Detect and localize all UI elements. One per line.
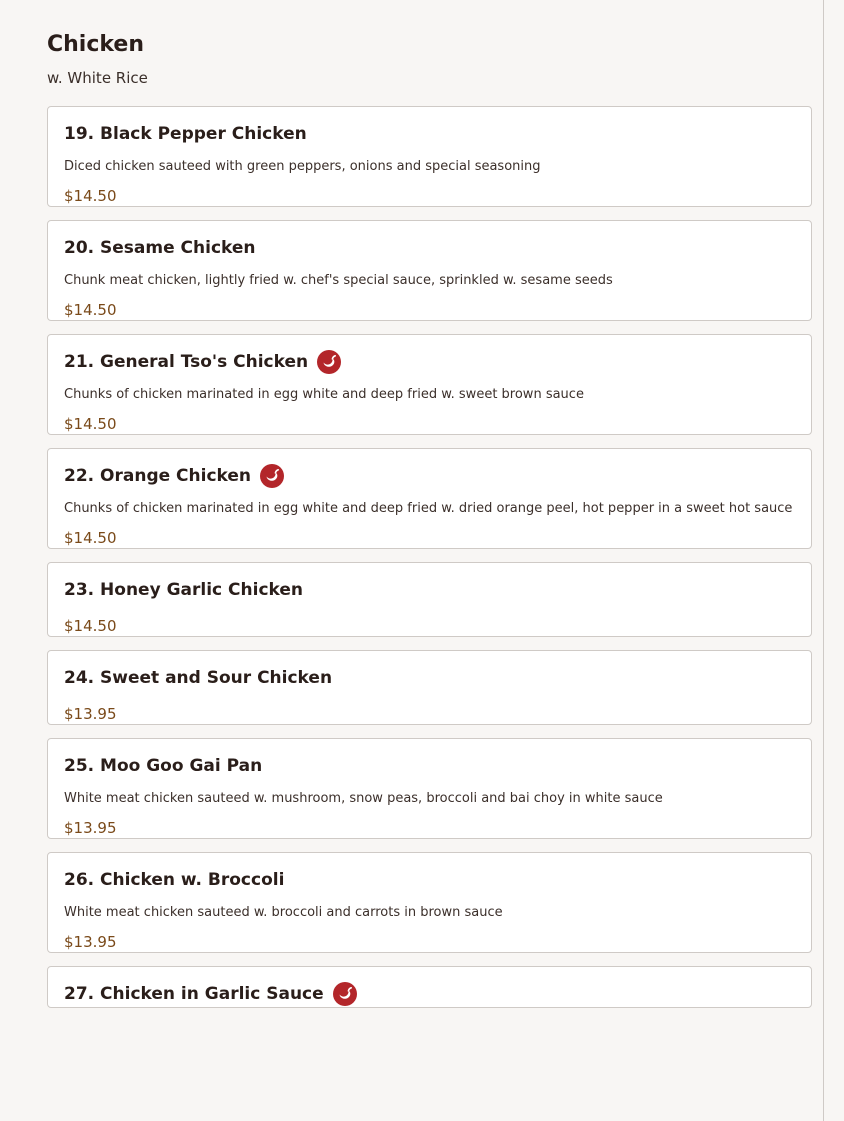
menu-item-description: Diced chicken sauteed with green peppers, onions and special seasoning (64, 159, 541, 174)
menu-item-name: 19. Black Pepper Chicken (64, 124, 307, 144)
menu-item-header (64, 349, 795, 375)
menu-item-card[interactable] (47, 106, 812, 207)
menu-item-description: Chunks of chicken marinated in egg white and deep fried w. sweet brown sauce (64, 387, 584, 402)
menu-item-name: 22. Orange Chicken (64, 466, 252, 486)
menu-item-description: Chunks of chicken marinated in egg white and deep fried w. dried orange peel, hot pepper in a sweet hot sauce (64, 501, 793, 516)
menu-item-card[interactable] (47, 650, 812, 725)
menu-item-name: 27. Chicken in Garlic Sauce (64, 984, 324, 1004)
page-divider (823, 0, 824, 1121)
menu-item-card[interactable] (47, 852, 812, 953)
menu-item-price: $14.50 (64, 187, 117, 205)
menu-item-card[interactable] (47, 966, 812, 1008)
menu-item-list (47, 106, 812, 1021)
menu-item-name: 23. Honey Garlic Chicken (64, 580, 303, 600)
menu-item-description: White meat chicken sauteed w. broccoli and carrots in brown sauce (64, 905, 503, 920)
spicy-pepper-icon (260, 464, 284, 488)
menu-item-description: Chunk meat chicken, lightly fried w. chef's special sauce, sprinkled w. sesame seeds (64, 273, 613, 288)
menu-item-header (64, 867, 795, 893)
menu-item-header (64, 463, 795, 489)
section-subtitle: w. White Rice (47, 69, 148, 87)
menu-item-card[interactable] (47, 562, 812, 637)
menu-item-description: White meat chicken sauteed w. mushroom, snow peas, broccoli and bai choy in white sauce (64, 791, 663, 806)
section-title: Chicken (47, 32, 145, 57)
menu-item-price: $14.50 (64, 529, 117, 547)
menu-item-card[interactable] (47, 220, 812, 321)
menu-item-name: 24. Sweet and Sour Chicken (64, 668, 333, 688)
menu-item-price: $14.50 (64, 617, 117, 635)
menu-item-header (64, 753, 795, 779)
menu-item-price: $13.95 (64, 705, 117, 723)
menu-item-name: 26. Chicken w. Broccoli (64, 870, 285, 890)
menu-item-card[interactable] (47, 738, 812, 839)
menu-item-header (64, 235, 795, 261)
spicy-pepper-icon (333, 982, 357, 1006)
menu-item-header (64, 665, 795, 691)
menu-item-name: 21. General Tso's Chicken (64, 352, 309, 372)
spicy-pepper-icon (317, 350, 341, 374)
menu-item-name: 20. Sesame Chicken (64, 238, 256, 258)
menu-item-price: $13.95 (64, 933, 117, 951)
menu-item-name: 25. Moo Goo Gai Pan (64, 756, 263, 776)
menu-item-card[interactable] (47, 334, 812, 435)
menu-item-card[interactable] (47, 448, 812, 549)
menu-item-header (64, 981, 795, 1007)
menu-item-header (64, 121, 795, 147)
menu-item-price: $14.50 (64, 301, 117, 319)
menu-item-header (64, 577, 795, 603)
menu-item-price: $14.50 (64, 415, 117, 433)
menu-item-price: $13.95 (64, 819, 117, 837)
